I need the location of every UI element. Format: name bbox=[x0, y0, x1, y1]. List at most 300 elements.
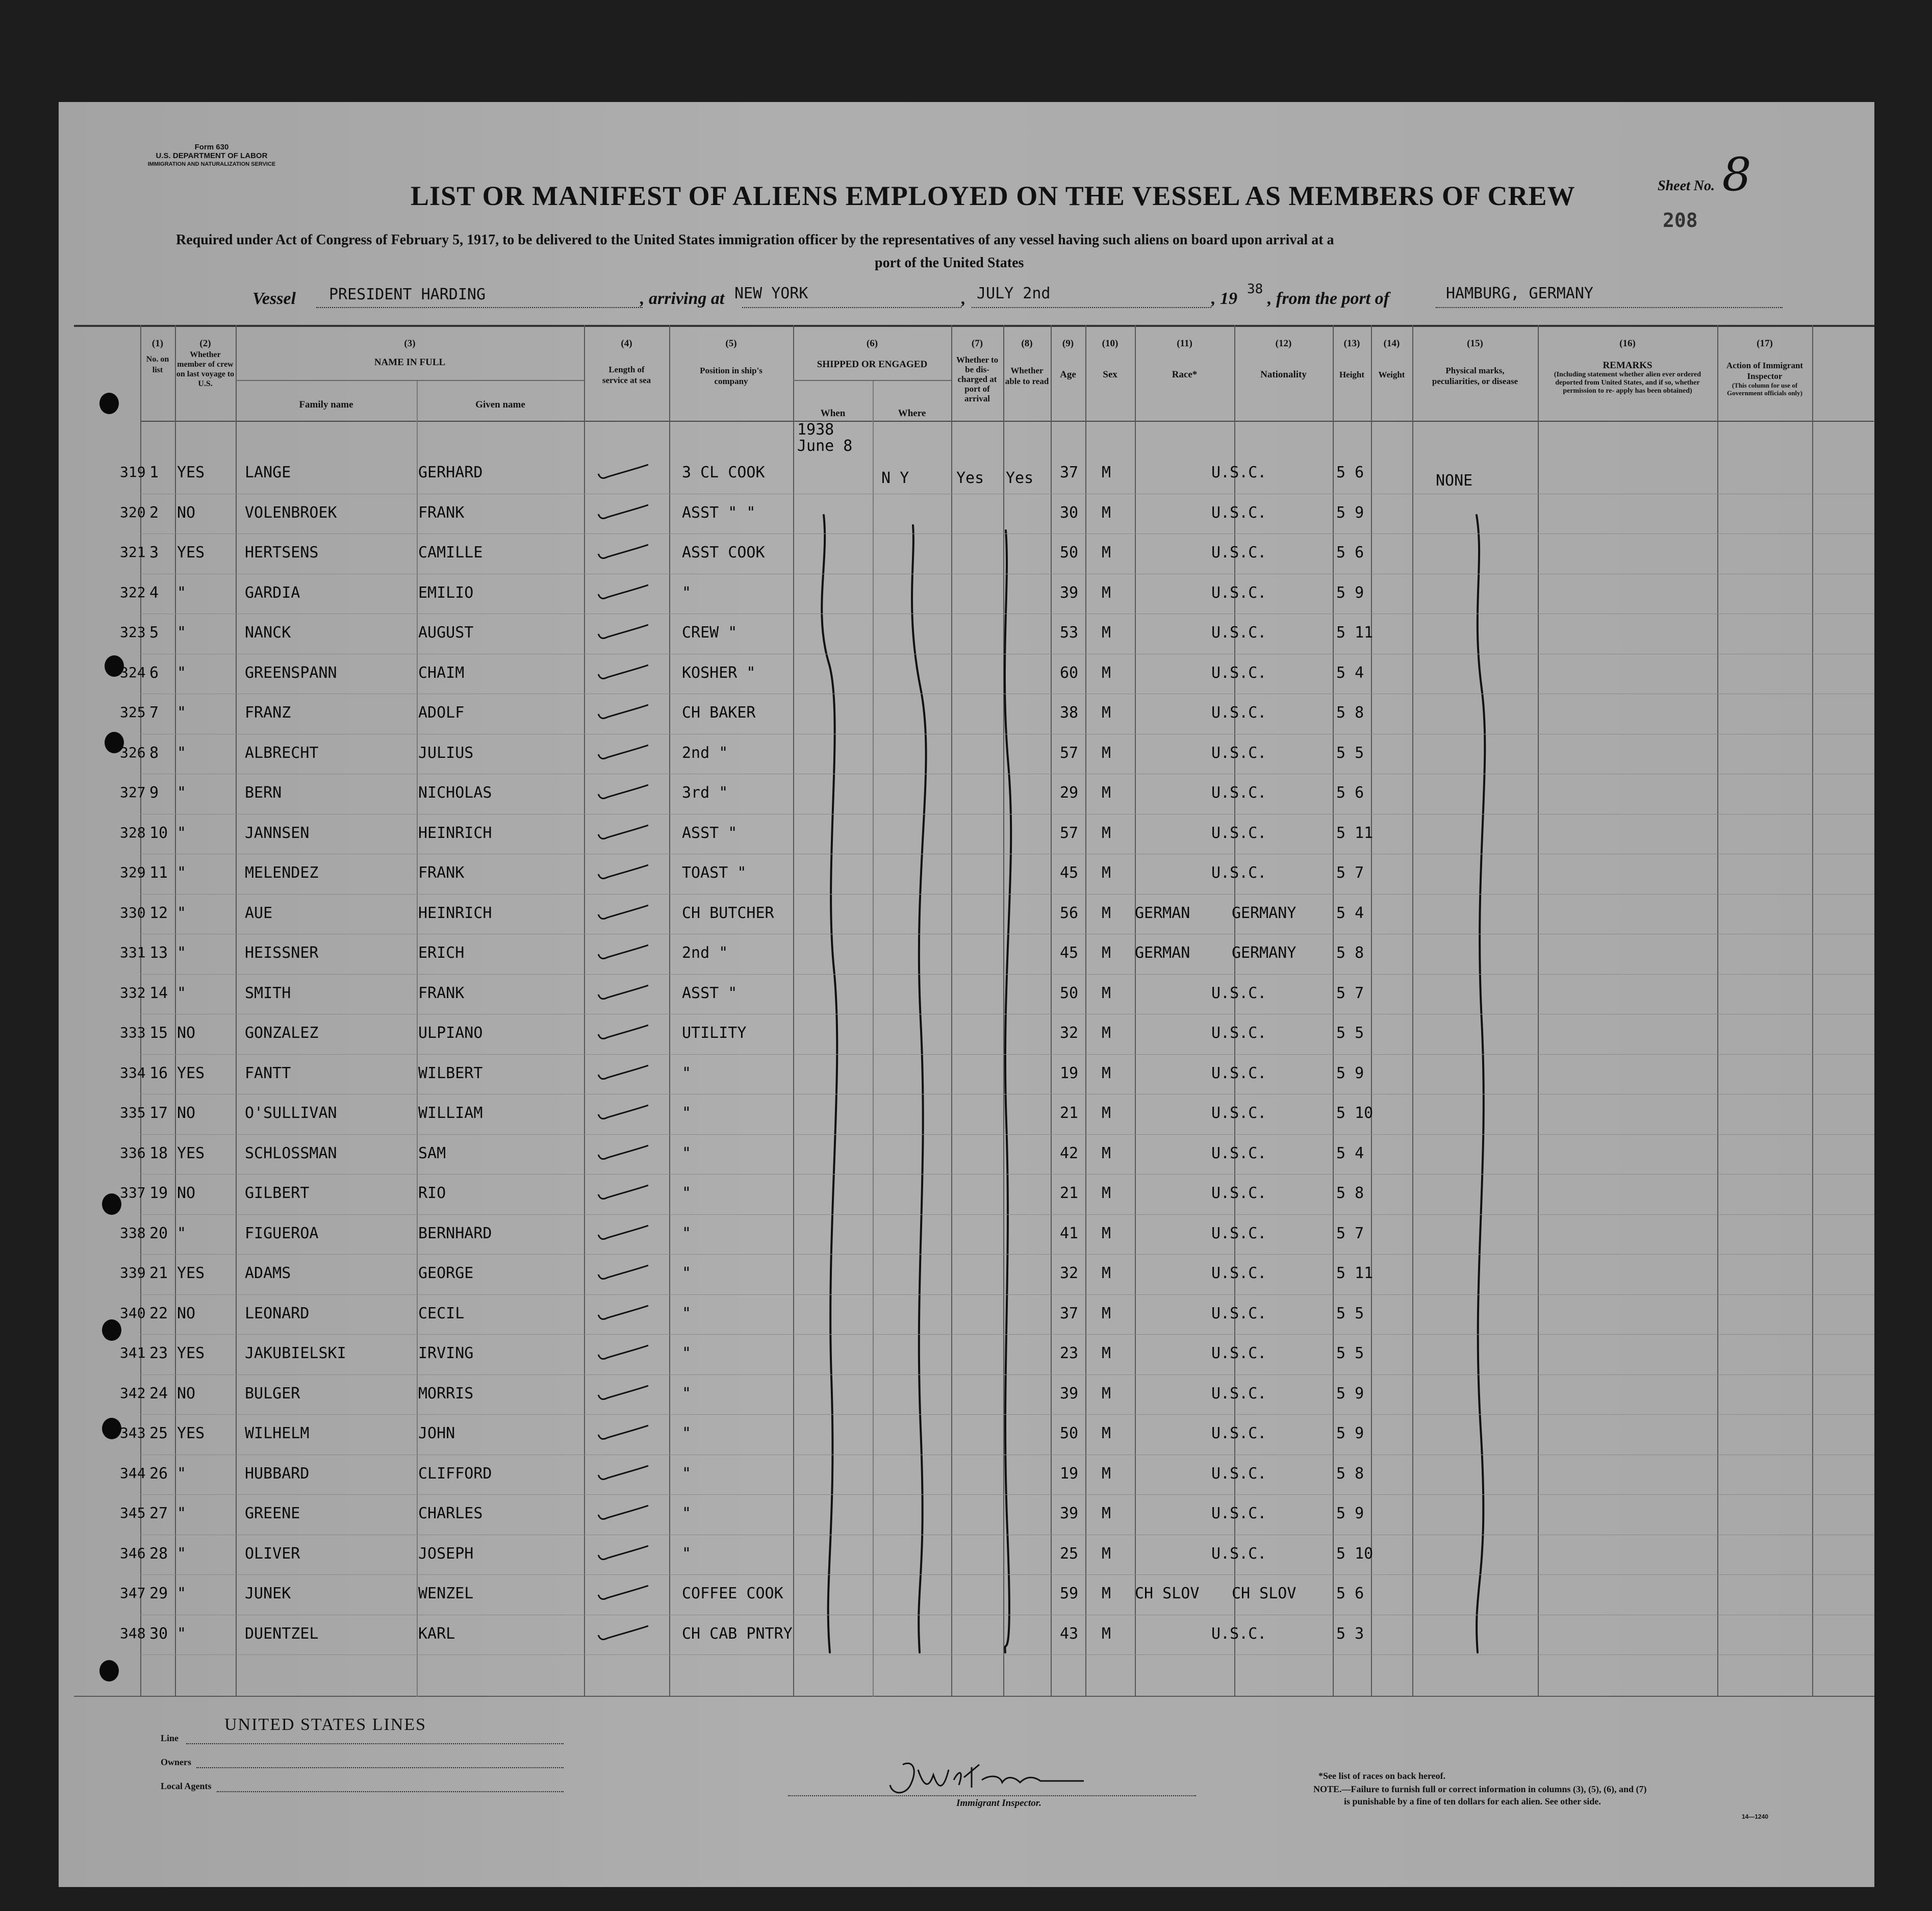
service-tick-mark bbox=[595, 783, 649, 800]
cell-ref-number: 335 bbox=[120, 1104, 146, 1121]
cell-position: UTILITY bbox=[682, 1024, 747, 1042]
cell-sex: M bbox=[1102, 944, 1111, 962]
cell-position: " bbox=[682, 583, 692, 602]
cell-sex: M bbox=[1102, 1384, 1111, 1403]
service-tick-mark bbox=[595, 503, 649, 520]
cell-ref-number: 338 bbox=[120, 1224, 146, 1241]
cell-last-voyage: YES bbox=[177, 1144, 205, 1162]
cell-nationality: U.S.C. bbox=[1211, 583, 1267, 602]
cell-nationality: GERMANY bbox=[1232, 904, 1297, 922]
service-tick-mark bbox=[595, 943, 649, 960]
service-tick-mark bbox=[595, 1624, 649, 1641]
discharged-value: Yes bbox=[956, 469, 984, 487]
service-tick-mark bbox=[595, 1063, 649, 1081]
cell-nationality: U.S.C. bbox=[1211, 464, 1267, 481]
cell-sex: M bbox=[1102, 1304, 1111, 1322]
cell-family-name: AUE bbox=[245, 904, 273, 922]
cell-list-number: 4 bbox=[149, 583, 159, 602]
cell-list-number: 15 bbox=[149, 1024, 168, 1042]
cell-ref-number: 319 bbox=[120, 464, 146, 480]
cell-sex: M bbox=[1102, 864, 1111, 882]
cell-sex: M bbox=[1102, 664, 1111, 682]
col-4-header: (4) Length of service at sea bbox=[602, 338, 651, 385]
service-tick-mark bbox=[595, 903, 649, 921]
sheet-number: 8 bbox=[1722, 148, 1751, 201]
cell-family-name: GREENE bbox=[245, 1505, 300, 1522]
cell-last-voyage: " bbox=[177, 1624, 187, 1643]
cell-list-number: 11 bbox=[149, 864, 168, 882]
cell-family-name: SCHLOSSMAN bbox=[245, 1144, 337, 1162]
cell-nationality: U.S.C. bbox=[1211, 1024, 1267, 1042]
year-suffix: 38 bbox=[1247, 282, 1263, 297]
service-tick-mark bbox=[595, 583, 649, 600]
cell-age: 29 bbox=[1060, 784, 1079, 802]
cell-given-name: FRANK bbox=[418, 984, 465, 1002]
cell-list-number: 21 bbox=[149, 1264, 168, 1282]
cell-last-voyage: " bbox=[177, 784, 187, 802]
cell-ref-number: 328 bbox=[120, 824, 146, 841]
cell-family-name: GILBERT bbox=[245, 1184, 310, 1202]
service-tick-mark bbox=[595, 743, 649, 760]
service-tick-mark bbox=[595, 1263, 649, 1281]
vessel-label: Vessel bbox=[252, 289, 296, 308]
cell-sex: M bbox=[1102, 1344, 1111, 1362]
cell-given-name: JULIUS bbox=[418, 744, 474, 762]
cell-nationality: U.S.C. bbox=[1211, 784, 1267, 802]
cell-nationality: U.S.C. bbox=[1211, 1344, 1267, 1362]
shipped-year: 1938 bbox=[797, 421, 834, 439]
cell-sex: M bbox=[1102, 583, 1111, 602]
cell-height: 5 6 bbox=[1336, 1585, 1364, 1602]
cell-list-number: 30 bbox=[149, 1624, 168, 1643]
cell-position: " bbox=[682, 1104, 692, 1122]
cell-ref-number: 347 bbox=[120, 1585, 146, 1601]
col-14-header: (14) Weight bbox=[1378, 338, 1405, 379]
departure-port: HAMBURG, GERMANY bbox=[1446, 285, 1593, 302]
cell-age: 39 bbox=[1060, 1505, 1079, 1522]
cell-nationality: U.S.C. bbox=[1211, 1224, 1267, 1242]
cell-last-voyage: NO bbox=[177, 1104, 196, 1122]
col-7-header: (7) Whether to be dis- charged at port of arrival bbox=[956, 338, 999, 403]
cell-list-number: 10 bbox=[149, 824, 168, 842]
cell-ref-number: 326 bbox=[120, 744, 146, 761]
cell-list-number: 23 bbox=[149, 1344, 168, 1362]
cell-list-number: 12 bbox=[149, 904, 168, 922]
cell-last-voyage: YES bbox=[177, 1064, 205, 1082]
cell-height: 5 4 bbox=[1336, 904, 1364, 922]
cell-height: 5 10 bbox=[1336, 1104, 1374, 1122]
cell-race: GERMAN bbox=[1135, 904, 1190, 922]
cell-list-number: 1 bbox=[149, 464, 159, 481]
col-6-header: (6) SHIPPED OR ENGAGED bbox=[817, 338, 928, 370]
cell-nationality: U.S.C. bbox=[1211, 744, 1267, 762]
cell-nationality: CH SLOV bbox=[1232, 1585, 1297, 1602]
col-17-header: (17) Action of Immigrant Inspector (This column for use of Government officials only) bbox=[1726, 338, 1803, 397]
cell-last-voyage: " bbox=[177, 944, 187, 962]
cell-ref-number: 344 bbox=[120, 1464, 146, 1482]
cell-ref-number: 336 bbox=[120, 1144, 146, 1161]
cell-last-voyage: " bbox=[177, 864, 187, 882]
cell-list-number: 19 bbox=[149, 1184, 168, 1202]
cell-height: 5 3 bbox=[1336, 1624, 1364, 1643]
cell-age: 50 bbox=[1060, 1424, 1079, 1442]
line-value: UNITED STATES LINES bbox=[224, 1715, 427, 1734]
cell-position: " bbox=[682, 1424, 692, 1442]
cell-age: 37 bbox=[1060, 1304, 1079, 1322]
service-tick-mark bbox=[595, 1584, 649, 1601]
service-tick-mark bbox=[595, 1224, 649, 1241]
cell-age: 56 bbox=[1060, 904, 1079, 922]
cell-nationality: U.S.C. bbox=[1211, 624, 1267, 642]
col-3-family-header: Family name bbox=[299, 399, 353, 410]
cell-position: CREW " bbox=[682, 624, 738, 642]
col-3-given-header: Given name bbox=[475, 399, 525, 410]
cell-sex: M bbox=[1102, 1264, 1111, 1282]
cell-height: 5 8 bbox=[1336, 704, 1364, 722]
cell-height: 5 9 bbox=[1336, 503, 1364, 522]
col-6-where-header: Where bbox=[898, 408, 926, 419]
cell-nationality: U.S.C. bbox=[1211, 544, 1267, 562]
cell-ref-number: 348 bbox=[120, 1624, 146, 1642]
cell-ref-number: 322 bbox=[120, 583, 146, 601]
service-tick-mark bbox=[595, 1544, 649, 1561]
cell-given-name: FRANK bbox=[418, 503, 465, 522]
cell-list-number: 28 bbox=[149, 1544, 168, 1563]
cell-nationality: U.S.C. bbox=[1211, 1464, 1267, 1483]
cell-nationality: U.S.C. bbox=[1211, 704, 1267, 722]
cell-last-voyage: " bbox=[177, 984, 187, 1002]
failure-note-continued: is punishable by a fine of ten dollars for each alien. See other side. bbox=[1344, 1796, 1601, 1806]
cell-age: 39 bbox=[1060, 1384, 1079, 1403]
cell-nationality: U.S.C. bbox=[1211, 664, 1267, 682]
cell-given-name: MORRIS bbox=[418, 1384, 474, 1403]
cell-age: 32 bbox=[1060, 1024, 1079, 1042]
page-title: LIST OR MANIFEST OF ALIENS EMPLOYED ON THE VESSEL AS MEMBERS OF CREW bbox=[411, 181, 1575, 211]
cell-age: 50 bbox=[1060, 984, 1079, 1002]
line-label: Line bbox=[161, 1733, 179, 1743]
cell-family-name: FIGUEROA bbox=[245, 1224, 319, 1242]
col-12-header: (12) Nationality bbox=[1260, 338, 1307, 380]
cell-height: 5 9 bbox=[1336, 583, 1364, 602]
cell-sex: M bbox=[1102, 1144, 1111, 1162]
subtitle-line-1: Required under Act of Congress of February 5, 1917, to be delivered to the United States immigration officer by the representatives of any vessel having such aliens on board upon arrival at a bbox=[176, 232, 1334, 248]
cell-height: 5 11 bbox=[1336, 624, 1374, 642]
cell-race: CH SLOV bbox=[1135, 1585, 1200, 1602]
cell-last-voyage: " bbox=[177, 824, 187, 842]
cell-given-name: CHARLES bbox=[418, 1505, 483, 1522]
cell-age: 30 bbox=[1060, 503, 1079, 522]
cell-nationality: U.S.C. bbox=[1211, 1304, 1267, 1322]
cell-age: 45 bbox=[1060, 944, 1079, 962]
col-13-header: (13) Height bbox=[1339, 338, 1365, 379]
cell-list-number: 8 bbox=[149, 744, 159, 762]
cell-sex: M bbox=[1102, 1585, 1111, 1602]
service-tick-mark bbox=[595, 1464, 649, 1481]
cell-family-name: GARDIA bbox=[245, 583, 300, 602]
cell-height: 5 9 bbox=[1336, 1505, 1364, 1522]
cell-position: " bbox=[682, 1544, 692, 1563]
cell-nationality: U.S.C. bbox=[1211, 1544, 1267, 1563]
cell-nationality: U.S.C. bbox=[1211, 1424, 1267, 1442]
cell-age: 59 bbox=[1060, 1585, 1079, 1602]
cell-last-voyage: NO bbox=[177, 1304, 196, 1322]
cell-sex: M bbox=[1102, 1224, 1111, 1242]
cell-age: 37 bbox=[1060, 464, 1079, 481]
cell-family-name: DUENTZEL bbox=[245, 1624, 319, 1643]
cell-age: 38 bbox=[1060, 704, 1079, 722]
cell-last-voyage: YES bbox=[177, 1344, 205, 1362]
manifest-sheet bbox=[59, 102, 1874, 1887]
cell-given-name: EMILIO bbox=[418, 583, 474, 602]
service-tick-mark bbox=[595, 1143, 649, 1161]
cell-family-name: MELENDEZ bbox=[245, 864, 319, 882]
cell-height: 5 5 bbox=[1336, 1024, 1364, 1042]
cell-age: 39 bbox=[1060, 583, 1079, 602]
cell-list-number: 26 bbox=[149, 1464, 168, 1483]
cell-position: " bbox=[682, 1184, 692, 1202]
cell-age: 19 bbox=[1060, 1064, 1079, 1082]
cell-list-number: 20 bbox=[149, 1224, 168, 1242]
col-8-header: (8) Whether able to read bbox=[1005, 338, 1049, 386]
cell-family-name: JANNSEN bbox=[245, 824, 310, 842]
cell-age: 41 bbox=[1060, 1224, 1079, 1242]
cell-nationality: U.S.C. bbox=[1211, 1384, 1267, 1403]
cell-family-name: HEISSNER bbox=[245, 944, 319, 962]
cell-age: 43 bbox=[1060, 1624, 1079, 1643]
cell-race: GERMAN bbox=[1135, 944, 1190, 962]
cell-height: 5 10 bbox=[1336, 1544, 1374, 1563]
cell-ref-number: 343 bbox=[120, 1424, 146, 1441]
cell-position: CH BUTCHER bbox=[682, 904, 774, 922]
cell-position: 2nd " bbox=[682, 744, 728, 762]
cell-given-name: JOSEPH bbox=[418, 1544, 474, 1563]
read-value: Yes bbox=[1006, 469, 1034, 487]
cell-list-number: 13 bbox=[149, 944, 168, 962]
service-tick-mark bbox=[595, 1343, 649, 1361]
cell-nationality: U.S.C. bbox=[1211, 1064, 1267, 1082]
cell-height: 5 5 bbox=[1336, 1304, 1364, 1322]
cell-given-name: CECIL bbox=[418, 1304, 465, 1322]
cell-sex: M bbox=[1102, 1424, 1111, 1442]
cell-position: CH BAKER bbox=[682, 704, 756, 722]
races-note: *See list of races on back hereof. bbox=[1318, 1771, 1446, 1781]
cell-family-name: LEONARD bbox=[245, 1304, 310, 1322]
cell-family-name: HERTSENS bbox=[245, 544, 319, 562]
col-2-header: (2) Whether member of crew on last voyage to U.S. bbox=[176, 338, 235, 388]
cell-nationality: U.S.C. bbox=[1211, 1505, 1267, 1522]
cell-position: 2nd " bbox=[682, 944, 728, 962]
cell-height: 5 9 bbox=[1336, 1064, 1364, 1082]
service-tick-mark bbox=[595, 1504, 649, 1521]
cell-ref-number: 332 bbox=[120, 984, 146, 1001]
cell-height: 5 9 bbox=[1336, 1384, 1364, 1403]
cell-list-number: 7 bbox=[149, 704, 159, 722]
cell-age: 60 bbox=[1060, 664, 1079, 682]
cell-list-number: 16 bbox=[149, 1064, 168, 1082]
cell-last-voyage: NO bbox=[177, 1184, 196, 1202]
cell-height: 5 6 bbox=[1336, 784, 1364, 802]
cell-age: 19 bbox=[1060, 1464, 1079, 1483]
cell-family-name: BERN bbox=[245, 784, 282, 802]
cell-list-number: 3 bbox=[149, 544, 159, 562]
service-tick-mark bbox=[595, 1423, 649, 1441]
cell-ref-number: 329 bbox=[120, 864, 146, 881]
cell-ref-number: 341 bbox=[120, 1344, 146, 1361]
cell-age: 32 bbox=[1060, 1264, 1079, 1282]
cell-position: " bbox=[682, 1264, 692, 1282]
cell-given-name: RIO bbox=[418, 1184, 446, 1202]
physical-marks-value: NONE bbox=[1436, 472, 1473, 490]
cell-height: 5 7 bbox=[1336, 864, 1364, 882]
cell-given-name: HEINRICH bbox=[418, 904, 492, 922]
cell-position: 3 CL COOK bbox=[682, 464, 765, 481]
cell-given-name: GEORGE bbox=[418, 1264, 474, 1282]
cell-nationality: U.S.C. bbox=[1211, 824, 1267, 842]
cell-nationality: U.S.C. bbox=[1211, 1624, 1267, 1643]
cell-ref-number: 323 bbox=[120, 624, 146, 641]
service-tick-mark bbox=[595, 663, 649, 680]
cell-position: " bbox=[682, 1224, 692, 1242]
cell-sex: M bbox=[1102, 1544, 1111, 1563]
col-15-header: (15) Physical marks, peculiarities, or disease bbox=[1432, 338, 1518, 386]
cell-family-name: ADAMS bbox=[245, 1264, 291, 1282]
service-tick-mark bbox=[595, 823, 649, 840]
cell-ref-number: 345 bbox=[120, 1505, 146, 1521]
cell-ref-number: 342 bbox=[120, 1384, 146, 1402]
cell-last-voyage: " bbox=[177, 1464, 187, 1483]
cell-given-name: AUGUST bbox=[418, 624, 474, 642]
cell-ref-number: 324 bbox=[120, 664, 146, 681]
cell-last-voyage: " bbox=[177, 744, 187, 762]
cell-height: 5 6 bbox=[1336, 464, 1364, 481]
shipped-where: N Y bbox=[881, 469, 909, 487]
service-tick-mark bbox=[595, 623, 649, 640]
col-10-header: (10) Sex bbox=[1102, 338, 1118, 380]
cell-position: ASST " bbox=[682, 984, 738, 1002]
cell-family-name: WILHELM bbox=[245, 1424, 310, 1442]
cell-height: 5 11 bbox=[1336, 824, 1374, 842]
arrival-date: JULY 2nd bbox=[977, 285, 1051, 302]
cell-height: 5 8 bbox=[1336, 944, 1364, 962]
cell-family-name: JAKUBIELSKI bbox=[245, 1344, 346, 1362]
department-name: U.S. DEPARTMENT OF LABOR bbox=[156, 151, 268, 160]
cell-sex: M bbox=[1102, 1505, 1111, 1522]
shipped-when: June 8 bbox=[797, 437, 853, 455]
cell-nationality: U.S.C. bbox=[1211, 1144, 1267, 1162]
cell-given-name: CLIFFORD bbox=[418, 1464, 492, 1483]
cell-nationality: U.S.C. bbox=[1211, 503, 1267, 522]
cell-given-name: HEINRICH bbox=[418, 824, 492, 842]
cell-position: 3rd " bbox=[682, 784, 728, 802]
cell-last-voyage: NO bbox=[177, 1384, 196, 1403]
cell-given-name: ADOLF bbox=[418, 704, 465, 722]
col-6-when-header: When bbox=[820, 408, 846, 419]
from-port-label: , from the port of bbox=[1267, 289, 1389, 308]
owners-label: Owners bbox=[161, 1757, 191, 1767]
service-tick-mark bbox=[595, 1103, 649, 1120]
cell-sex: M bbox=[1102, 984, 1111, 1002]
cell-position: TOAST " bbox=[682, 864, 747, 882]
cell-given-name: NICHOLAS bbox=[418, 784, 492, 802]
cell-ref-number: 334 bbox=[120, 1064, 146, 1081]
cell-given-name: IRVING bbox=[418, 1344, 474, 1362]
cell-list-number: 14 bbox=[149, 984, 168, 1002]
cell-given-name: FRANK bbox=[418, 864, 465, 882]
cell-age: 21 bbox=[1060, 1104, 1079, 1122]
vessel-name: PRESIDENT HARDING bbox=[329, 286, 486, 303]
cell-nationality: U.S.C. bbox=[1211, 984, 1267, 1002]
cell-ref-number: 339 bbox=[120, 1264, 146, 1281]
year-prefix: , 19 bbox=[1211, 289, 1237, 308]
cell-age: 57 bbox=[1060, 744, 1079, 762]
cell-position: ASST COOK bbox=[682, 544, 765, 562]
cell-sex: M bbox=[1102, 503, 1111, 522]
cell-given-name: BERNHARD bbox=[418, 1224, 492, 1242]
cell-family-name: GREENSPANN bbox=[245, 664, 337, 682]
cell-height: 5 7 bbox=[1336, 1224, 1364, 1242]
col-5-header: (5) Position in ship's company bbox=[700, 338, 762, 386]
service-tick-mark bbox=[595, 863, 649, 880]
cell-ref-number: 325 bbox=[120, 704, 146, 721]
cell-height: 5 8 bbox=[1336, 1464, 1364, 1483]
cell-height: 5 5 bbox=[1336, 744, 1364, 762]
cell-position: CH CAB PNTRY bbox=[682, 1624, 793, 1643]
cell-position: COFFEE COOK bbox=[682, 1585, 783, 1602]
cell-family-name: HUBBARD bbox=[245, 1464, 310, 1483]
cell-list-number: 5 bbox=[149, 624, 159, 642]
cell-family-name: FANTT bbox=[245, 1064, 291, 1082]
arriving-label: , arriving at bbox=[640, 289, 725, 308]
cell-sex: M bbox=[1102, 1064, 1111, 1082]
cell-last-voyage: " bbox=[177, 664, 187, 682]
cell-family-name: ALBRECHT bbox=[245, 744, 319, 762]
cell-height: 5 5 bbox=[1336, 1344, 1364, 1362]
cell-age: 21 bbox=[1060, 1184, 1079, 1202]
col-16-header: (16) REMARKS (Including statement whether alien ever ordered deported from United States, and if so, whether permission to re- apply has been obtained) bbox=[1554, 338, 1701, 395]
cell-sex: M bbox=[1102, 824, 1111, 842]
cell-height: 5 4 bbox=[1336, 664, 1364, 682]
cell-nationality: U.S.C. bbox=[1211, 1264, 1267, 1282]
col-9-header: (9) Age bbox=[1060, 338, 1076, 380]
stamp-number: 208 bbox=[1663, 209, 1698, 232]
cell-family-name: FRANZ bbox=[245, 704, 291, 722]
cell-given-name: WILLIAM bbox=[418, 1104, 483, 1122]
cell-list-number: 24 bbox=[149, 1384, 168, 1403]
cell-given-name: CHAIM bbox=[418, 664, 465, 682]
cell-family-name: LANGE bbox=[245, 464, 291, 481]
cell-list-number: 2 bbox=[149, 503, 159, 522]
cell-given-name: ERICH bbox=[418, 944, 465, 962]
cell-sex: M bbox=[1102, 544, 1111, 562]
form-number: Form 630 bbox=[194, 143, 229, 151]
cell-family-name: O'SULLIVAN bbox=[245, 1104, 337, 1122]
cell-list-number: 18 bbox=[149, 1144, 168, 1162]
print-code: 14—1240 bbox=[1742, 1813, 1769, 1820]
cell-list-number: 29 bbox=[149, 1585, 168, 1602]
service-tick-mark bbox=[595, 1023, 649, 1040]
cell-age: 53 bbox=[1060, 624, 1079, 642]
cell-nationality: U.S.C. bbox=[1211, 1104, 1267, 1122]
cell-given-name: KARL bbox=[418, 1624, 455, 1643]
cell-last-voyage: " bbox=[177, 704, 187, 722]
cell-last-voyage: YES bbox=[177, 1424, 205, 1442]
cell-given-name: ULPIANO bbox=[418, 1024, 483, 1042]
cell-list-number: 17 bbox=[149, 1104, 168, 1122]
cell-sex: M bbox=[1102, 464, 1111, 481]
cell-nationality: U.S.C. bbox=[1211, 864, 1267, 882]
cell-position: ASST " " bbox=[682, 503, 756, 522]
cell-ref-number: 327 bbox=[120, 784, 146, 801]
